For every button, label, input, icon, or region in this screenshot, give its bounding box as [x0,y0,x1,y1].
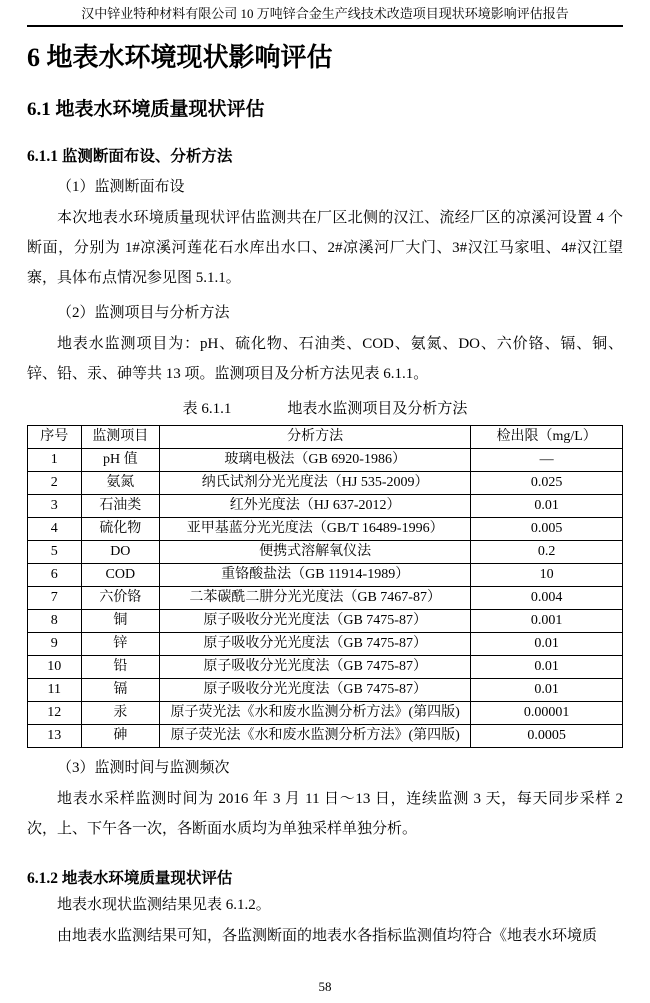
table-cell: 纳氏试剂分光光度法（HJ 535-2009） [160,472,471,495]
table-cell: 原子吸收分光光度法（GB 7475-87） [160,633,471,656]
table-cell: 原子吸收分光光度法（GB 7475-87） [160,656,471,679]
table-cell: 0.01 [471,633,623,656]
table-cell: 六价铬 [81,587,160,610]
list-item-monitoring-items: （2）监测项目与分析方法 [57,305,230,321]
table-cell: 0.01 [471,679,623,702]
table-cell: 氨氮 [81,472,160,495]
table-row [28,541,623,564]
paragraph-results-summary: 由地表水监测结果可知，各监测断面的地表水各指标监测值均符合《地表水环境质 [57,928,598,944]
table-cell: 原子荧光法《水和废水监测分析方法》(第四版) [160,725,471,748]
table-body [28,449,623,748]
paragraph-monitoring-items: 地表水监测项目为：pH、硫化物、石油类、COD、氨氮、DO、六价铬、镉、铜、锌、铅、汞、砷等共 13 项。监测项目及分析方法见表 6.1.1。 [27,336,623,382]
section-heading-61: 6.1 地表水环境质量现状评估 [27,99,265,120]
column-header-method: 分析方法 [160,426,471,449]
table-cell: 13 [28,725,82,748]
table-cell: 玻璃电极法（GB 6920-1986） [160,449,471,472]
table-cell: 原子吸收分光光度法（GB 7475-87） [160,610,471,633]
table-cell: 0.005 [471,518,623,541]
table-cell: 汞 [81,702,160,725]
table-row [28,633,623,656]
list-item-monitoring-sections: （1）监测断面布设 [57,179,185,195]
table-cell: 7 [28,587,82,610]
table-cell: 二苯碳酰二肼分光光度法（GB 7467-87） [160,587,471,610]
column-header-index: 序号 [28,426,82,449]
analysis-methods-table [27,425,623,748]
table-cell: 10 [471,564,623,587]
table-cell: 5 [28,541,82,564]
table-cell: 11 [28,679,82,702]
table-cell: 铅 [81,656,160,679]
list-item-monitoring-time: （3）监测时间与监测频次 [57,760,230,776]
table-row [28,679,623,702]
table-cell: 1 [28,449,82,472]
column-header-limit: 检出限（mg/L） [471,426,623,449]
table-row [28,587,623,610]
table-cell: — [471,449,623,472]
table-row [28,610,623,633]
table-cell: 0.004 [471,587,623,610]
column-header-item: 监测项目 [81,426,160,449]
table-row [28,449,623,472]
table-row [28,495,623,518]
table-cell: pH 值 [81,449,160,472]
table-cell: 4 [28,518,82,541]
table-caption-title: 地表水监测项目及分析方法 [287,401,468,417]
running-header: 汉中锌业特种材料有限公司 10 万吨锌合金生产线技术改造项目现状环境影响评估报告 [27,5,623,27]
page-number: 58 [318,979,332,994]
table-header-row [28,426,623,449]
table-cell: 镉 [81,679,160,702]
table-cell: 便携式溶解氧仪法 [160,541,471,564]
table-caption-label: 表 6.1.1 [182,401,232,417]
table-cell: 2 [28,472,82,495]
table-cell: 0.01 [471,656,623,679]
table-cell: 锌 [81,633,160,656]
table-cell: 12 [28,702,82,725]
table-cell: 9 [28,633,82,656]
subsection-heading-612: 6.1.2 地表水环境质量现状评估 [27,870,233,887]
subsection-heading-611: 6.1.1 监测断面布设、分析方法 [27,148,233,165]
table-row [28,518,623,541]
table-cell: 原子荧光法《水和废水监测分析方法》(第四版) [160,702,471,725]
table-cell: 原子吸收分光光度法（GB 7475-87） [160,679,471,702]
table-cell: COD [81,564,160,587]
table-cell: 铜 [81,610,160,633]
table-cell: 亚甲基蓝分光光度法（GB/T 16489-1996） [160,518,471,541]
table-cell: 8 [28,610,82,633]
table-cell: 6 [28,564,82,587]
table-cell: 红外光度法（HJ 637-2012） [160,495,471,518]
table-cell: 10 [28,656,82,679]
paragraph-results-reference: 地表水现状监测结果见表 6.1.2。 [57,897,271,913]
table-cell: 0.00001 [471,702,623,725]
table-cell: 0.025 [471,472,623,495]
table-cell: 砷 [81,725,160,748]
table-row [28,702,623,725]
table-row [28,564,623,587]
table-cell: 石油类 [81,495,160,518]
table-cell: 0.0005 [471,725,623,748]
table-cell: 硫化物 [81,518,160,541]
chapter-heading: 6 地表水环境现状影响评估 [27,43,333,72]
table-cell: DO [81,541,160,564]
table-caption [27,399,623,419]
paragraph-monitoring-time: 地表水采样监测时间为 2016 年 3 月 11 日～13 日，连续监测 3 天，每天同步采样 2 次，上、下午各一次，各断面水质均为单独采样单独分析。 [27,791,623,837]
table-cell: 0.2 [471,541,623,564]
table-cell: 0.001 [471,610,623,633]
table-row [28,656,623,679]
table-row [28,472,623,495]
table-row [28,725,623,748]
table-cell: 3 [28,495,82,518]
table-cell: 0.01 [471,495,623,518]
table-cell: 重铬酸盐法（GB 11914-1989） [160,564,471,587]
paragraph-monitoring-sections: 本次地表水环境质量现状评估监测共在厂区北侧的汉江、流经厂区的凉溪河设置 4 个断面，分别为 1#凉溪河莲花石水库出水口、2#凉溪河厂大门、3#汉江马家咀、4#汉江望寨，具体布点情况参见图 5.1.1。 [27,210,623,286]
